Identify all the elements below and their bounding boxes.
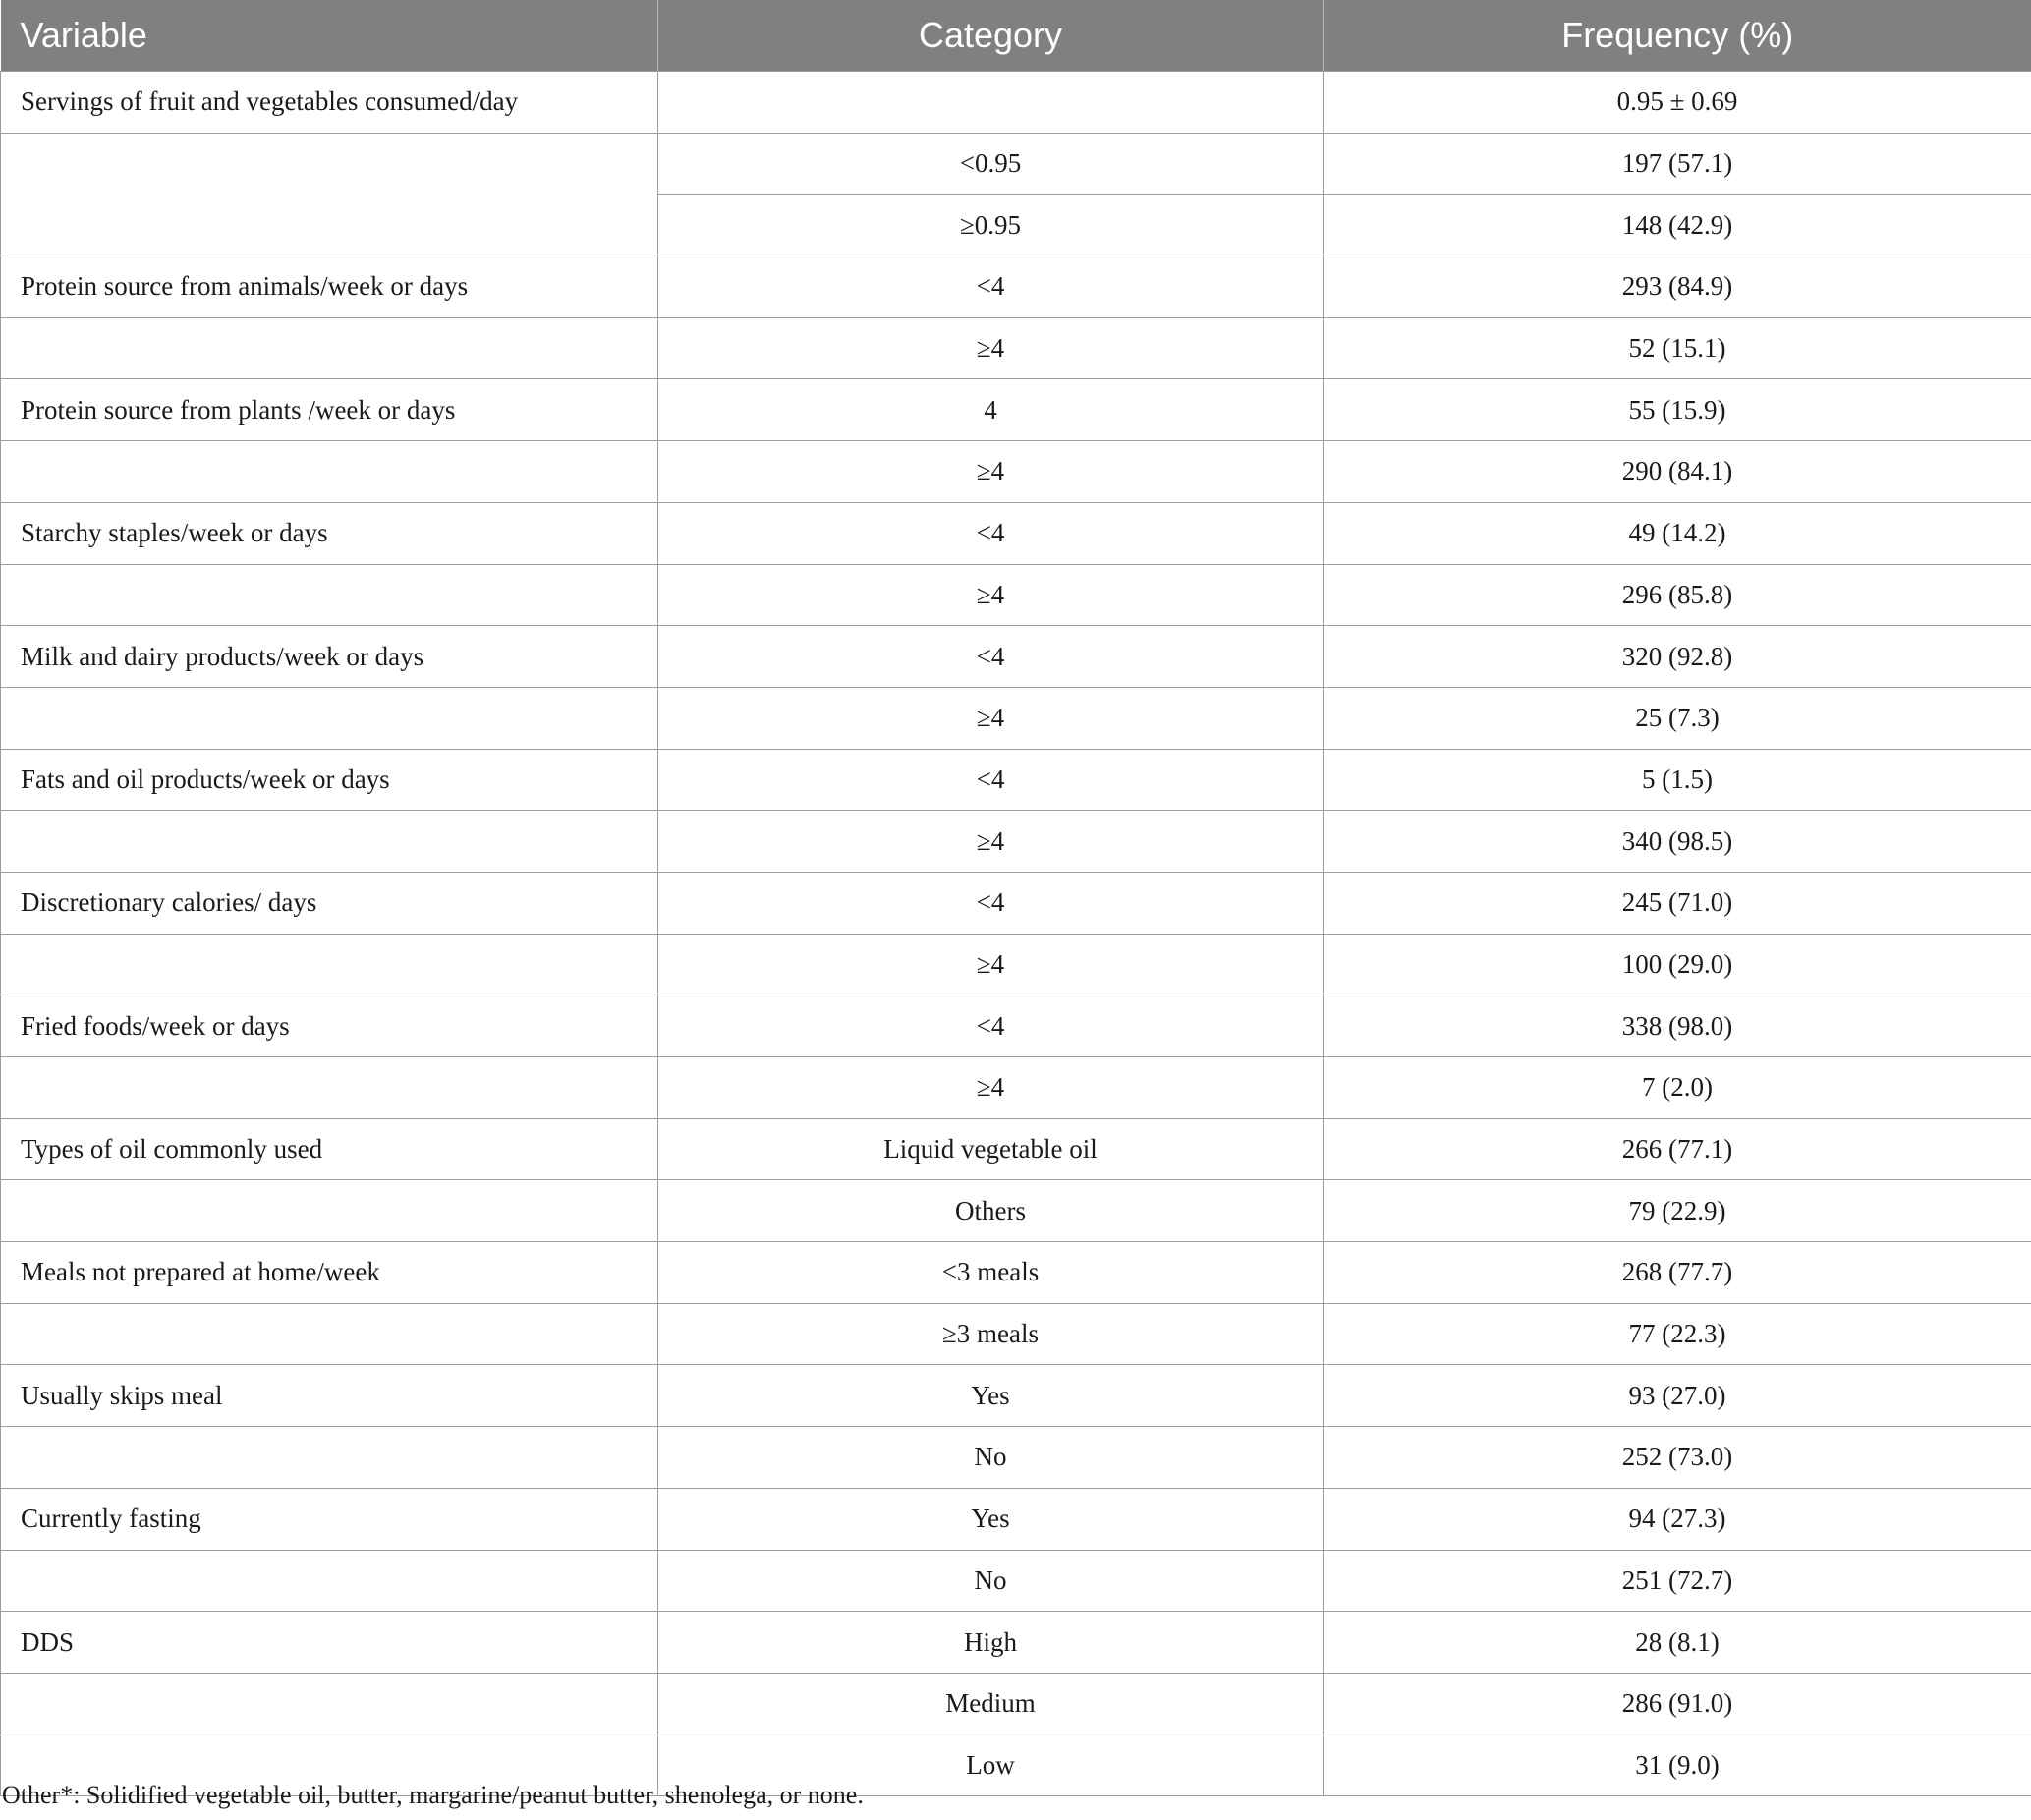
cell-variable: Fried foods/week or days — [1, 995, 658, 1057]
table-row — [1, 872, 2031, 934]
cell-variable: DDS — [1, 1612, 658, 1674]
cell-category: Yes — [658, 1365, 1324, 1427]
cell-frequency: 7 (2.0) — [1324, 1057, 2031, 1119]
table-row — [1, 1180, 2031, 1242]
table-row — [1, 749, 2031, 811]
cell-category: ≥4 — [658, 564, 1324, 626]
cell-variable — [1, 317, 658, 379]
table-row — [1, 441, 2031, 503]
table-row — [1, 1550, 2031, 1612]
table-row — [1, 317, 2031, 379]
cell-frequency: 5 (1.5) — [1324, 749, 2031, 811]
cell-variable — [1, 564, 658, 626]
cell-category: High — [658, 1612, 1324, 1674]
cell-variable: Starchy staples/week or days — [1, 502, 658, 564]
cell-frequency: 338 (98.0) — [1324, 995, 2031, 1057]
cell-frequency: 31 (9.0) — [1324, 1735, 2031, 1796]
cell-frequency: 79 (22.9) — [1324, 1180, 2031, 1242]
cell-category: ≥4 — [658, 317, 1324, 379]
cell-frequency: 93 (27.0) — [1324, 1365, 2031, 1427]
table-row — [1, 256, 2031, 318]
cell-category: ≥4 — [658, 687, 1324, 749]
cell-category: <4 — [658, 872, 1324, 934]
table-row — [1, 811, 2031, 873]
table-row — [1, 1612, 2031, 1674]
cell-category: ≥0.95 — [658, 195, 1324, 256]
cell-frequency: 286 (91.0) — [1324, 1673, 2031, 1735]
header-row — [1, 0, 2031, 72]
table-row — [1, 502, 2031, 564]
cell-frequency: 251 (72.7) — [1324, 1550, 2031, 1612]
cell-category: ≥3 meals — [658, 1303, 1324, 1365]
cell-frequency: 52 (15.1) — [1324, 317, 2031, 379]
cell-frequency: 197 (57.1) — [1324, 133, 2031, 195]
cell-category: Yes — [658, 1488, 1324, 1550]
cell-variable: Usually skips meal — [1, 1365, 658, 1427]
table-row — [1, 1118, 2031, 1180]
cell-category: 4 — [658, 379, 1324, 441]
cell-frequency: 49 (14.2) — [1324, 502, 2031, 564]
cell-variable: Discretionary calories/ days — [1, 872, 658, 934]
cell-frequency: 148 (42.9) — [1324, 195, 2031, 256]
cell-variable — [1, 1427, 658, 1489]
cell-frequency: 55 (15.9) — [1324, 379, 2031, 441]
cell-variable — [1, 934, 658, 995]
cell-variable — [1, 1057, 658, 1119]
cell-variable: Currently fasting — [1, 1488, 658, 1550]
cell-frequency: 25 (7.3) — [1324, 687, 2031, 749]
cell-frequency: 293 (84.9) — [1324, 256, 2031, 318]
table-body — [1, 72, 2031, 1796]
table-row — [1, 1057, 2031, 1119]
cell-variable — [1, 687, 658, 749]
table-row — [1, 1427, 2031, 1489]
cell-frequency: 266 (77.1) — [1324, 1118, 2031, 1180]
cell-variable — [1, 1673, 658, 1735]
cell-frequency: 100 (29.0) — [1324, 934, 2031, 995]
cell-category: Medium — [658, 1673, 1324, 1735]
cell-frequency: 245 (71.0) — [1324, 872, 2031, 934]
cell-variable — [1, 1180, 658, 1242]
cell-frequency: 28 (8.1) — [1324, 1612, 2031, 1674]
cell-variable — [1, 811, 658, 873]
cell-frequency: 252 (73.0) — [1324, 1427, 2031, 1489]
table-row — [1, 1673, 2031, 1735]
table-row — [1, 1303, 2031, 1365]
cell-category: <4 — [658, 749, 1324, 811]
header-category: Category — [658, 0, 1324, 72]
cell-frequency: 290 (84.1) — [1324, 441, 2031, 503]
cell-frequency: 94 (27.3) — [1324, 1488, 2031, 1550]
table-row — [1, 133, 2031, 195]
table-row — [1, 995, 2031, 1057]
cell-category: <4 — [658, 995, 1324, 1057]
cell-variable: Milk and dairy products/week or days — [1, 626, 658, 688]
cell-variable: Meals not prepared at home/week — [1, 1242, 658, 1304]
table-row — [1, 1365, 2031, 1427]
table-row — [1, 626, 2031, 688]
table-row — [1, 379, 2031, 441]
cell-category: No — [658, 1427, 1324, 1489]
cell-category — [658, 72, 1324, 134]
cell-frequency: 340 (98.5) — [1324, 811, 2031, 873]
header-variable: Variable — [1, 0, 658, 72]
cell-frequency: 268 (77.7) — [1324, 1242, 2031, 1304]
cell-category: Others — [658, 1180, 1324, 1242]
cell-frequency: 0.95 ± 0.69 — [1324, 72, 2031, 134]
cell-frequency: 320 (92.8) — [1324, 626, 2031, 688]
cell-category: ≥4 — [658, 811, 1324, 873]
cell-variable — [1, 1303, 658, 1365]
cell-category: ≥4 — [658, 1057, 1324, 1119]
header-frequency: Frequency (%) — [1324, 0, 2031, 72]
cell-category: <0.95 — [658, 133, 1324, 195]
cell-category: ≥4 — [658, 934, 1324, 995]
cell-variable — [1, 1550, 658, 1612]
cell-variable — [1, 133, 658, 256]
table-row — [1, 687, 2031, 749]
cell-frequency: 77 (22.3) — [1324, 1303, 2031, 1365]
cell-variable: Protein source from plants /week or days — [1, 379, 658, 441]
cell-category: <4 — [658, 256, 1324, 318]
table-row — [1, 72, 2031, 134]
cell-category: <4 — [658, 626, 1324, 688]
cell-variable: Types of oil commonly used — [1, 1118, 658, 1180]
cell-category: Liquid vegetable oil — [658, 1118, 1324, 1180]
table-row — [1, 934, 2031, 995]
table-row — [1, 1242, 2031, 1304]
cell-variable: Fats and oil products/week or days — [1, 749, 658, 811]
table-footnote: Other*: Solidified vegetable oil, butter, margarine/peanut butter, shenolega, or none. — [2, 1781, 864, 1809]
cell-category: No — [658, 1550, 1324, 1612]
cell-category: <4 — [658, 502, 1324, 564]
cell-variable: Protein source from animals/week or days — [1, 256, 658, 318]
cell-variable: Servings of fruit and vegetables consumed/day — [1, 72, 658, 134]
cell-variable — [1, 441, 658, 503]
table-row — [1, 1488, 2031, 1550]
table-header — [1, 0, 2031, 72]
cell-category: Low — [658, 1735, 1324, 1796]
cell-frequency: 296 (85.8) — [1324, 564, 2031, 626]
cell-category: ≥4 — [658, 441, 1324, 503]
cell-category: <3 meals — [658, 1242, 1324, 1304]
table-row — [1, 564, 2031, 626]
